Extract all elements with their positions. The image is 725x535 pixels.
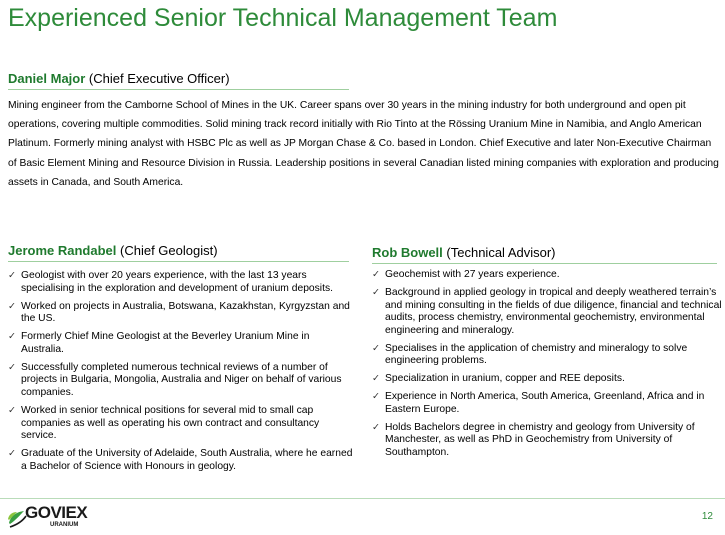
list-item-text: Worked in senior technical positions for several mid to small cap companies as well as operating his own contract and consultancy service. [21,404,320,442]
list-item [372,373,722,386]
list-item [8,448,353,473]
geologist-heading [8,243,349,262]
geologist-list [8,270,353,479]
list-item [372,287,722,337]
check-icon: ✓ [372,373,380,385]
list-item [372,391,722,416]
list-item-text: Geologist with over 20 years experience, with the last 13 years specialising in the exploration and development of uranium deposits. [21,270,333,294]
check-icon: ✓ [372,421,380,433]
check-icon: ✓ [372,391,380,403]
list-item [8,362,353,400]
list-item-text: Formerly Chief Mine Geologist at the Beverley Uranium Mine in Australia. [21,331,310,355]
check-icon: ✓ [372,342,380,354]
list-item [8,405,353,443]
list-item-text: Holds Bachelors degree in chemistry and geology from University of Manchester, as well as PhD in Geochemistry from University of Southampton. [385,421,695,459]
ceo-heading [8,71,349,90]
geologist-name: Jerome Randabel [8,243,117,258]
list-item-text: Background in applied geology in tropical and deeply weathered terrain’s and mining consulting in the fields of due diligence, financial and technical audits, process chemistry, environmental geochemistry, environmental engineering and mineralogy. [385,286,722,336]
advisor-list [372,269,722,465]
ceo-bio: Mining engineer from the Camborne School of Mines in the UK. Career spans over 30 years in the mining industry for both underground and open pit operations, covering multiple commodities. Solid mining track record initially with Rio Tinto at the Rössing Uranium Mine in Namibia, and Anglo American Platinum. Formerly mining analyst with HSBC Plc as well as JP Morgan Chase & Co. based in London. Chief Executive and later Non-Executive Chairman of Basic Element Mining and Resource Division in Russia. Leadership positions in several Canadian listed mining companies with exploration and producing assets in Canada, and South America. [8,100,719,188]
check-icon: ✓ [372,269,380,280]
ceo-role: (Chief Executive Officer) [88,71,230,86]
check-icon: ✓ [8,300,16,312]
advisor-role: (Technical Advisor) [446,245,556,260]
list-item-text: Graduate of the University of Adelaide, South Australia, where he earned a Bachelor of Science with Honours in geology. [21,448,353,472]
check-icon: ✓ [8,361,16,373]
list-item-text: Geochemist with 27 years experience. [385,269,560,280]
list-item-text: Specialization in uranium, copper and REE deposits. [385,373,625,385]
check-icon: ✓ [8,404,16,416]
list-item-text: Successfully completed numerous technical reviews of a number of projects in Bulgaria, Mongolia, Australia and Niger on behalf of various companies. [21,361,342,398]
check-icon: ✓ [8,448,16,460]
goviex-logo [6,503,88,530]
list-item [8,331,353,356]
page-title: Experienced Senior Technical Management Team [8,4,558,32]
list-item [372,343,722,368]
list-item [372,269,722,282]
geologist-role: (Chief Geologist) [120,243,218,258]
list-item [8,270,353,295]
advisor-heading [372,245,717,264]
list-item-text: Specialises in the application of chemistry and mineralogy to solve engineering problems. [385,342,688,367]
check-icon: ✓ [372,286,380,298]
check-icon: ✓ [8,331,16,343]
list-item-text: Worked on projects in Australia, Botswana, Kazakhstan, Kyrgyzstan and the US. [21,300,350,325]
page-number: 12 [701,511,713,522]
ceo-name: Daniel Major [8,71,86,86]
list-item-text: Experience in North America, South America, Greenland, Africa and in Eastern Europe. [385,391,705,415]
check-icon: ✓ [8,270,16,281]
advisor-name: Rob Bowell [372,245,443,260]
logo-wordmark: GOVIEX [25,503,88,522]
list-item [8,301,353,326]
footer-divider [0,498,725,499]
list-item [372,422,722,460]
logo-subtitle: URANIUM [50,522,79,528]
